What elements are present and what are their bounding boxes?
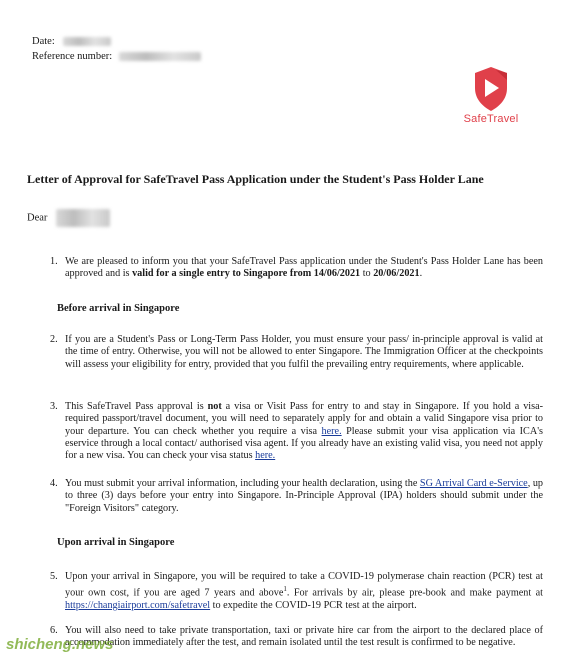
- redacted-date: [63, 37, 111, 46]
- end-date-text: 20/06/2021: [373, 268, 420, 280]
- safetravel-shield-icon: [472, 66, 510, 112]
- text-run: . For arrivals by air, please pre-book and make payment at: [286, 587, 543, 599]
- text-run: This SafeTravel Pass approval is: [65, 401, 208, 412]
- letter-title: Letter of Approval for SafeTravel Pass Application under the Student's Pass Holder Lane: [27, 172, 484, 186]
- list-item-2: [50, 334, 543, 371]
- item-number: 6.: [50, 625, 58, 636]
- item-text: [65, 478, 543, 515]
- item-number: 2.: [50, 334, 58, 345]
- item-text: [65, 571, 543, 612]
- text-run: Upon your arrival in Singapore, you will be required to take a COVID-19 polymerase chain reaction (PCR) test at your own cost, if you are aged 7 years and above: [65, 571, 543, 599]
- not-emphasis: not: [207, 401, 222, 412]
- logo-wordmark: SafeTravel: [463, 113, 519, 125]
- text-run: a visa or Visit Pass for entry to and stay in Singapore. If you hold a visa-required passport/travel document, you will need to separately apply for and obtain a valid Singapore visa prior to your departure. You can check whether you require a visa: [65, 401, 543, 437]
- text-run: We are pleased to inform you that your SafeTravel Pass application under the Student's Pass Holder Lane has been approved and is: [65, 256, 543, 280]
- reference-label: Reference number:: [32, 51, 113, 62]
- item-text: [65, 256, 543, 281]
- footnote-marker: 1: [283, 585, 287, 594]
- text-run: to expedite the COVID-19 PCR test at the airport.: [210, 599, 417, 611]
- visa-status-link[interactable]: here.: [255, 450, 276, 462]
- list-item-6: [50, 625, 543, 650]
- item-text: You will also need to take private transportation, taxi or private hire car from the airport to the declared place of accommodation immediately after the test, and remain isolated until the test result is confirmed to be negative.: [65, 625, 543, 649]
- validity-text: valid for a single entry to Singapore from 14/06/2021: [132, 268, 361, 280]
- changi-safetravel-link[interactable]: https://changiairport.com/safetravel: [65, 599, 211, 611]
- upon-arrival-heading: Upon arrival in Singapore: [57, 537, 175, 548]
- text-run: to: [360, 268, 374, 280]
- text-run: Please submit your visa application via ICA's eservice through a local contact/ authorised visa agent. If you already have an existing valid visa, you need not apply for a new visa. You can check your visa status: [65, 425, 543, 462]
- text-run: , up to three (3) days before your entry into Singapore. In-Principle Approval (IPA) holders should submit under the "Foreign Visitors" category.: [65, 478, 544, 514]
- item-number: 3.: [50, 401, 58, 412]
- text-run: .: [419, 268, 423, 280]
- list-item-4: [50, 478, 543, 515]
- redacted-reference: [119, 52, 201, 61]
- text-run: You must submit your arrival information, including your health declaration, using the: [65, 478, 420, 489]
- safetravel-logo: [458, 66, 524, 136]
- redacted-name: [56, 209, 110, 227]
- salutation: [27, 209, 110, 227]
- list-item-3: [50, 401, 543, 462]
- item-number: 5.: [50, 571, 58, 582]
- date-line: [32, 36, 111, 47]
- item-number: 1.: [50, 256, 58, 267]
- site-watermark: shicheng.news: [6, 636, 114, 653]
- list-item-1: [50, 256, 543, 281]
- before-arrival-heading: Before arrival in Singapore: [57, 303, 180, 314]
- salutation-text: Dear: [27, 212, 48, 224]
- list-item-5: [50, 571, 543, 612]
- sg-arrival-card-link[interactable]: SG Arrival Card e-Service: [419, 478, 528, 489]
- item-text: If you are a Student's Pass or Long-Term Pass Holder, you must ensure your pass/ in-principle approval is valid at the time of entry. Otherwise, you will not be allowed to enter Singapore. The Immigration Officer at the checkpoints will assess your eligibility for entry, provided that you fulfil the prevailing entry requirements, where applicable.: [65, 334, 543, 370]
- reference-line: [32, 51, 201, 62]
- date-label: Date:: [32, 36, 55, 47]
- item-text: [65, 401, 543, 462]
- visa-check-link[interactable]: here.: [321, 425, 342, 437]
- item-number: 4.: [50, 478, 58, 489]
